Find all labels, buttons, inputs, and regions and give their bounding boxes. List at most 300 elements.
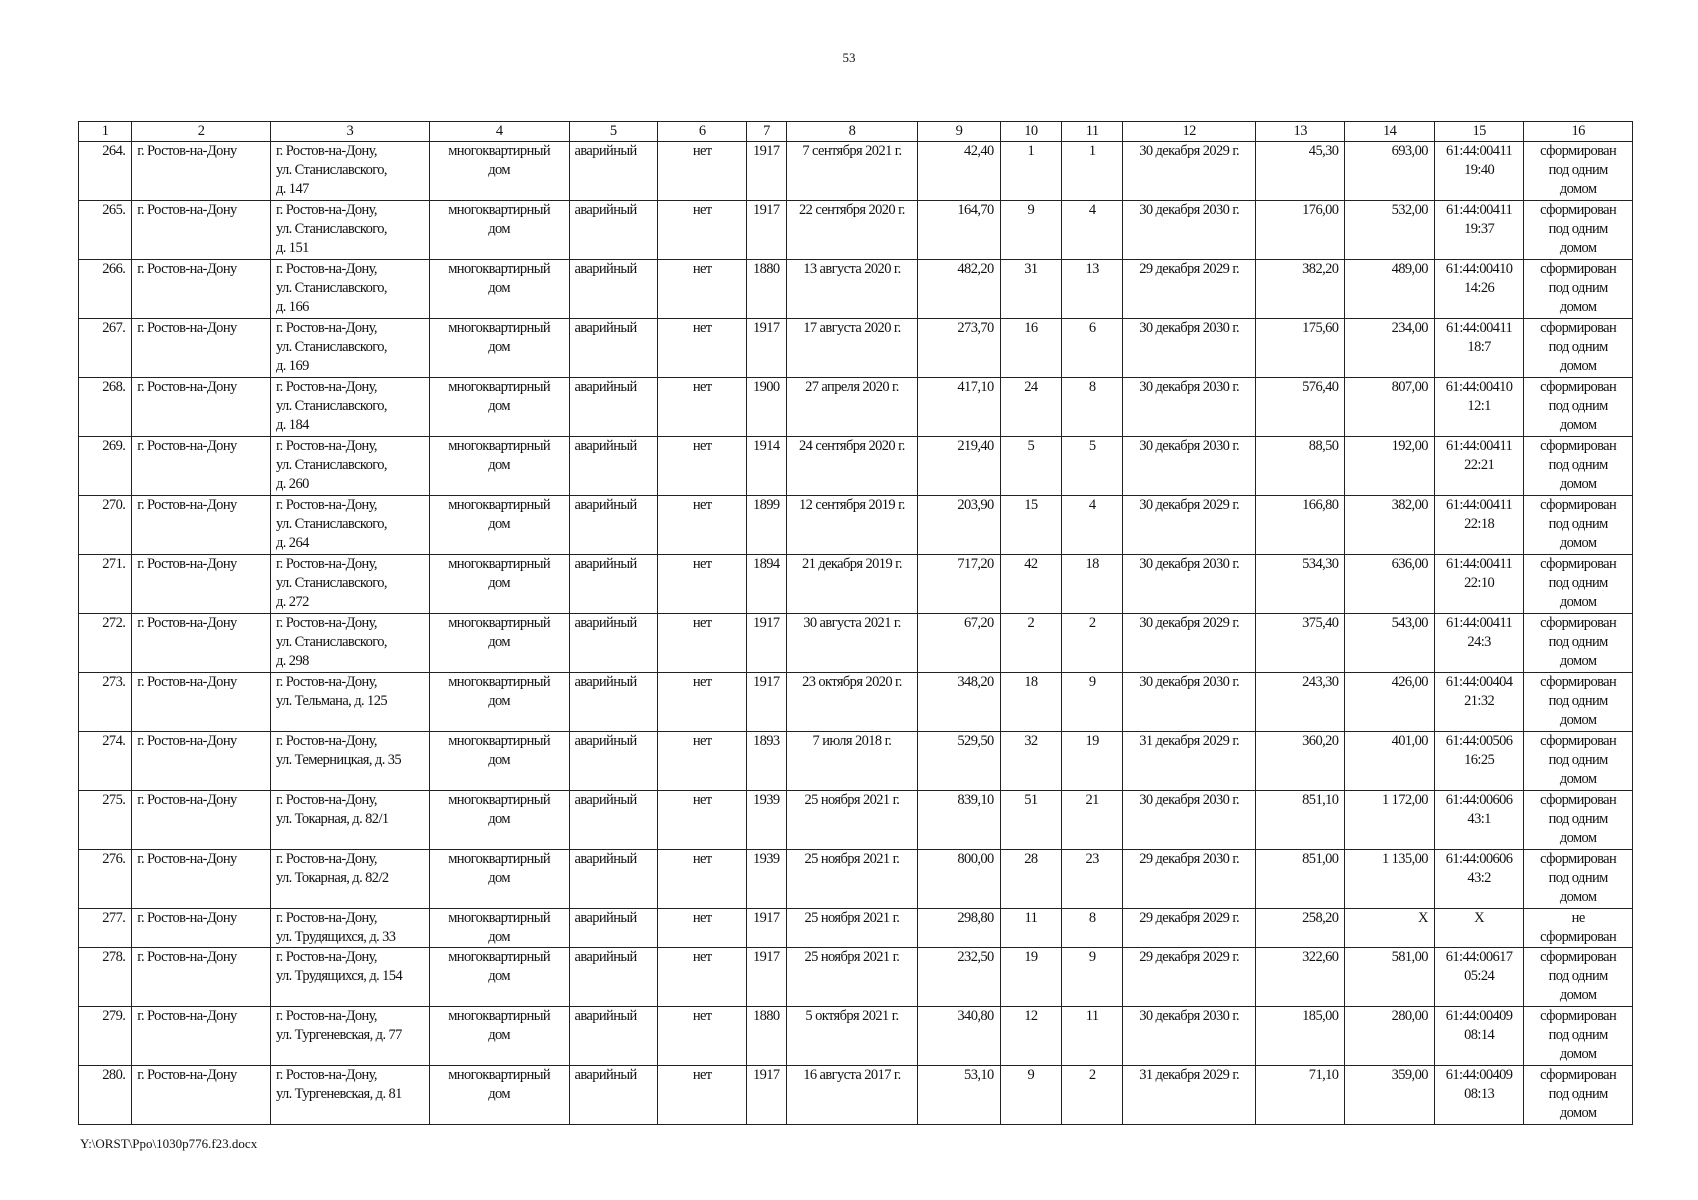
land-plot-status-cell-line: сформирован [1540,949,1617,965]
condition-cell: аварийный [569,614,657,673]
building-type-cell-line: многоквартирный [448,202,551,218]
year-built-cell: 1917 [747,201,786,260]
land-plot-status-cell-line: сформирован [1540,851,1617,867]
col14-cell: 401,00 [1345,732,1434,791]
resettlement-deadline-cell: 29 декабря 2030 г. [1123,850,1256,909]
building-type-cell-line: многоквартирный [448,851,551,867]
row-number-cell: 266. [79,260,132,319]
col14-cell: 1 135,00 [1345,850,1434,909]
land-plot-status-cell-line: домом [1559,1105,1597,1121]
cadastral-number-cell-line: Х [1474,910,1485,926]
flag-cell: нет [657,555,746,614]
building-type-cell-line: дом [488,1027,510,1043]
land-plot-status-cell [1524,1007,1633,1066]
address-cell [270,260,429,319]
building-type-cell-line: дом [488,752,510,768]
col13-cell: 382,20 [1255,260,1344,319]
building-type-cell-line: дом [488,457,510,473]
address-cell [270,319,429,378]
table-row [79,201,1633,260]
col14-cell: 581,00 [1345,948,1434,1007]
area-cell: 219,40 [918,437,1000,496]
column-number-2: 2 [132,122,271,142]
land-plot-status-cell-line: домом [1559,358,1597,374]
year-built-cell: 1939 [747,791,786,850]
recognition-date-cell: 23 октября 2020 г. [786,673,918,732]
land-plot-status-cell-line: под одним [1548,398,1608,414]
col14-cell: 359,00 [1345,1066,1434,1125]
address-cell-line: д. 272 [275,594,309,610]
table-row [79,673,1633,732]
table-row [79,437,1633,496]
flag-cell: нет [657,673,746,732]
building-type-cell-line: дом [488,634,510,650]
address-cell-line: д. 260 [275,476,309,492]
cadastral-number-cell [1434,1007,1523,1066]
row-number-cell: 276. [79,850,132,909]
cadastral-number-cell-line: 61:44:00411 [1446,202,1513,218]
area-cell: 42,40 [918,142,1000,201]
land-plot-status-cell-line: домом [1559,987,1597,1003]
condition-cell: аварийный [569,1066,657,1125]
address-cell-line: ул. Станиславского, [275,221,387,237]
col13-cell: 576,40 [1255,378,1344,437]
col11-cell: 23 [1062,850,1123,909]
resettlement-deadline-cell: 30 декабря 2030 г. [1123,437,1256,496]
resettlement-deadline-cell: 29 декабря 2029 г. [1123,260,1256,319]
footer-file-path: Y:\ORST\Ppo\1030p776.f23.docx [80,1136,258,1151]
col11-cell: 1 [1062,142,1123,201]
cadastral-number-cell-line: 21:32 [1464,693,1495,709]
address-cell [270,201,429,260]
address-cell [270,948,429,1007]
year-built-cell: 1939 [747,850,786,909]
table-row [79,260,1633,319]
address-cell [270,437,429,496]
col11-cell: 13 [1062,260,1123,319]
column-number-11: 11 [1062,122,1123,142]
column-number-14: 14 [1345,122,1434,142]
col10-cell: 9 [1000,1066,1061,1125]
city-cell: г. Ростов-на-Дону [132,850,271,909]
land-plot-status-cell-line: под одним [1548,280,1608,296]
building-type-cell [429,1007,569,1066]
land-plot-status-cell-line: под одним [1548,516,1608,532]
recognition-date-cell: 25 ноября 2021 г. [786,909,918,948]
table-row [79,319,1633,378]
building-type-cell-line: многоквартирный [448,438,551,454]
land-plot-status-cell-line: под одним [1548,870,1608,886]
land-plot-status-cell-line: домом [1559,1046,1597,1062]
city-cell: г. Ростов-на-Дону [132,1007,271,1066]
land-plot-status-cell-line: сформирован [1540,674,1617,690]
city-cell: г. Ростов-на-Дону [132,260,271,319]
address-cell-line: г. Ростов-на-Дону, [275,910,377,926]
address-cell-line: ул. Станиславского, [275,339,387,355]
col14-cell: 636,00 [1345,555,1434,614]
column-number-5: 5 [569,122,657,142]
col10-cell: 51 [1000,791,1061,850]
land-plot-status-cell-line: под одним [1548,457,1608,473]
flag-cell: нет [657,948,746,1007]
resettlement-deadline-cell: 30 декабря 2030 г. [1123,378,1256,437]
cadastral-number-cell-line: 22:21 [1464,457,1495,473]
address-cell-line: ул. Станиславского, [275,457,387,473]
col14-cell: 426,00 [1345,673,1434,732]
condition-cell: аварийный [569,850,657,909]
land-plot-status-cell-line: домом [1559,535,1597,551]
table-row [79,732,1633,791]
building-type-cell [429,614,569,673]
land-plot-status-cell [1524,614,1633,673]
resettlement-deadline-cell: 30 декабря 2029 г. [1123,142,1256,201]
city-cell: г. Ростов-на-Дону [132,437,271,496]
address-cell [270,850,429,909]
col11-cell: 4 [1062,496,1123,555]
city-cell: г. Ростов-на-Дону [132,909,271,948]
flag-cell: нет [657,732,746,791]
area-cell: 164,70 [918,201,1000,260]
cadastral-number-cell [1434,732,1523,791]
cadastral-number-cell [1434,614,1523,673]
land-plot-status-cell [1524,142,1633,201]
cadastral-number-cell-line: 61:44:00410 [1445,379,1513,395]
land-plot-status-cell-line: под одним [1548,1086,1608,1102]
col13-cell: 851,00 [1255,850,1344,909]
col11-cell: 5 [1062,437,1123,496]
area-cell: 482,20 [918,260,1000,319]
recognition-date-cell: 7 сентября 2021 г. [786,142,918,201]
recognition-date-cell: 24 сентября 2020 г. [786,437,918,496]
building-type-cell [429,673,569,732]
cadastral-number-cell-line: 61:44:00617 [1445,949,1513,965]
col10-cell: 1 [1000,142,1061,201]
area-cell: 800,00 [918,850,1000,909]
year-built-cell: 1893 [747,732,786,791]
cadastral-number-cell [1434,791,1523,850]
table-row [79,614,1633,673]
cadastral-number-cell-line: 22:10 [1464,575,1495,591]
column-number-9: 9 [918,122,1000,142]
cadastral-number-cell-line: 61:44:00411 [1446,143,1513,159]
recognition-date-cell: 17 августа 2020 г. [786,319,918,378]
cadastral-number-cell-line: 61:44:00506 [1445,733,1513,749]
recognition-date-cell: 30 августа 2021 г. [786,614,918,673]
area-cell: 298,80 [918,909,1000,948]
cadastral-number-cell-line: 61:44:00411 [1446,615,1513,631]
land-plot-status-cell-line: под одним [1548,752,1608,768]
year-built-cell: 1917 [747,948,786,1007]
city-cell: г. Ростов-на-Дону [132,142,271,201]
recognition-date-cell: 7 июля 2018 г. [786,732,918,791]
address-cell-line: ул. Станиславского, [275,162,387,178]
condition-cell: аварийный [569,791,657,850]
flag-cell: нет [657,319,746,378]
address-cell-line: г. Ростов-на-Дону, [275,615,377,631]
land-plot-status-cell-line: сформирован [1540,320,1617,336]
address-cell-line: д. 298 [275,653,309,669]
year-built-cell: 1894 [747,555,786,614]
flag-cell: нет [657,437,746,496]
address-cell-line: д. 166 [275,299,309,315]
address-cell-line: г. Ростов-на-Дону, [275,202,377,218]
land-plot-status-cell-line: домом [1559,771,1597,787]
cadastral-number-cell [1434,142,1523,201]
address-cell [270,496,429,555]
cadastral-number-cell [1434,319,1523,378]
land-plot-status-cell-line: под одним [1548,575,1608,591]
land-plot-status-cell-line: домом [1559,830,1597,846]
row-number-cell: 269. [79,437,132,496]
resettlement-deadline-cell: 31 декабря 2029 г. [1123,732,1256,791]
city-cell: г. Ростов-на-Дону [132,496,271,555]
land-plot-status-cell [1524,201,1633,260]
city-cell: г. Ростов-на-Дону [132,1066,271,1125]
col13-cell: 534,30 [1255,555,1344,614]
condition-cell: аварийный [569,909,657,948]
area-cell: 417,10 [918,378,1000,437]
land-plot-status-cell [1524,850,1633,909]
recognition-date-cell: 16 августа 2017 г. [786,1066,918,1125]
building-type-cell [429,319,569,378]
condition-cell: аварийный [569,948,657,1007]
address-cell-line: г. Ростов-на-Дону, [275,143,377,159]
building-type-cell [429,496,569,555]
table-row [79,850,1633,909]
col10-cell: 16 [1000,319,1061,378]
city-cell: г. Ростов-на-Дону [132,555,271,614]
area-cell: 232,50 [918,948,1000,1007]
resettlement-deadline-cell: 30 декабря 2030 г. [1123,791,1256,850]
condition-cell: аварийный [569,555,657,614]
land-plot-status-cell-line: домом [1559,299,1597,315]
cadastral-number-cell-line: 61:44:00409 [1445,1067,1513,1083]
building-type-cell-line: дом [488,221,510,237]
col11-cell: 2 [1062,1066,1123,1125]
condition-cell: аварийный [569,319,657,378]
cadastral-number-cell [1434,673,1523,732]
flag-cell: нет [657,260,746,319]
address-cell-line: ул. Станиславского, [275,516,387,532]
cadastral-number-cell [1434,437,1523,496]
resettlement-deadline-cell: 30 декабря 2030 г. [1123,673,1256,732]
year-built-cell: 1917 [747,673,786,732]
column-number-12: 12 [1123,122,1256,142]
col14-cell: 807,00 [1345,378,1434,437]
flag-cell: нет [657,614,746,673]
year-built-cell: 1917 [747,614,786,673]
building-type-cell [429,260,569,319]
land-plot-status-cell [1524,496,1633,555]
condition-cell: аварийный [569,142,657,201]
land-plot-status-cell-line: сформирован [1540,261,1617,277]
flag-cell: нет [657,142,746,201]
condition-cell: аварийный [569,496,657,555]
address-cell-line: д. 169 [275,358,309,374]
col13-cell: 360,20 [1255,732,1344,791]
condition-cell: аварийный [569,1007,657,1066]
cadastral-number-cell [1434,496,1523,555]
land-plot-status-cell [1524,909,1633,948]
area-cell: 273,70 [918,319,1000,378]
col10-cell: 5 [1000,437,1061,496]
area-cell: 340,80 [918,1007,1000,1066]
cadastral-number-cell-line: 61:44:00404 [1445,674,1513,690]
building-type-cell [429,437,569,496]
building-type-cell [429,948,569,1007]
table-row [79,1007,1633,1066]
resettlement-deadline-cell: 30 декабря 2030 г. [1123,201,1256,260]
cadastral-number-cell-line: 22:18 [1464,516,1495,532]
city-cell: г. Ростов-на-Дону [132,319,271,378]
building-type-cell-line: дом [488,870,510,886]
table-row [79,791,1633,850]
address-cell-line: г. Ростов-на-Дону, [275,792,377,808]
row-number-cell: 265. [79,201,132,260]
column-number-7: 7 [747,122,786,142]
row-number-cell: 275. [79,791,132,850]
building-type-cell-line: многоквартирный [448,615,551,631]
flag-cell: нет [657,1066,746,1125]
condition-cell: аварийный [569,201,657,260]
recognition-date-cell: 25 ноября 2021 г. [786,791,918,850]
building-type-cell-line: дом [488,398,510,414]
table-row [79,948,1633,1007]
land-plot-status-cell [1524,260,1633,319]
area-cell: 53,10 [918,1066,1000,1125]
building-type-cell-line: дом [488,575,510,591]
year-built-cell: 1899 [747,496,786,555]
year-built-cell: 1900 [747,378,786,437]
land-plot-status-cell [1524,673,1633,732]
cadastral-number-cell [1434,201,1523,260]
row-number-cell: 277. [79,909,132,948]
recognition-date-cell: 5 октября 2021 г. [786,1007,918,1066]
column-number-10: 10 [1000,122,1061,142]
col13-cell: 375,40 [1255,614,1344,673]
col10-cell: 15 [1000,496,1061,555]
col11-cell: 8 [1062,378,1123,437]
recognition-date-cell: 25 ноября 2021 г. [786,850,918,909]
cadastral-number-cell-line: 61:44:00410 [1445,261,1513,277]
address-cell [270,791,429,850]
col13-cell: 166,80 [1255,496,1344,555]
row-number-cell: 279. [79,1007,132,1066]
col10-cell: 28 [1000,850,1061,909]
table-row [79,555,1633,614]
address-cell [270,673,429,732]
cadastral-number-cell-line: 61:44:00606 [1445,851,1513,867]
col13-cell: 45,30 [1255,142,1344,201]
building-type-cell [429,850,569,909]
cadastral-number-cell-line: 61:44:00411 [1446,320,1513,336]
col11-cell: 19 [1062,732,1123,791]
land-plot-status-cell-line: под одним [1548,634,1608,650]
col11-cell: 8 [1062,909,1123,948]
row-number-cell: 274. [79,732,132,791]
flag-cell: нет [657,496,746,555]
city-cell: г. Ростов-на-Дону [132,791,271,850]
cadastral-number-cell-line: 19:40 [1464,162,1495,178]
address-cell [270,614,429,673]
flag-cell: нет [657,850,746,909]
address-cell-line: г. Ростов-на-Дону, [275,261,377,277]
col14-cell: 532,00 [1345,201,1434,260]
col10-cell: 19 [1000,948,1061,1007]
area-cell: 529,50 [918,732,1000,791]
row-number-cell: 264. [79,142,132,201]
row-number-cell: 278. [79,948,132,1007]
col13-cell: 175,60 [1255,319,1344,378]
address-cell-line: г. Ростов-на-Дону, [275,1008,377,1024]
address-cell [270,1066,429,1125]
area-cell: 203,90 [918,496,1000,555]
address-cell [270,1007,429,1066]
cadastral-number-cell [1434,260,1523,319]
cadastral-number-cell [1434,1066,1523,1125]
building-type-cell-line: дом [488,280,510,296]
address-cell-line: г. Ростов-на-Дону, [275,320,377,336]
land-plot-status-cell-line: сформирован [1540,615,1617,631]
address-cell-line: ул. Трудящихся, д. 154 [275,968,403,984]
building-type-cell-line: дом [488,162,510,178]
land-plot-status-cell [1524,732,1633,791]
address-cell-line: ул. Станиславского, [275,634,387,650]
land-plot-status-cell [1524,1066,1633,1125]
recognition-date-cell: 27 апреля 2020 г. [786,378,918,437]
address-cell-line: ул. Станиславского, [275,398,387,414]
address-cell-line: ул. Токарная, д. 82/2 [275,870,389,886]
land-plot-status-cell-line: домом [1559,476,1597,492]
column-number-6: 6 [657,122,746,142]
land-plot-status-cell-line: сформирован [1540,792,1617,808]
city-cell: г. Ростов-на-Дону [132,614,271,673]
cadastral-number-cell [1434,555,1523,614]
cadastral-number-cell-line: 12:1 [1467,398,1491,414]
recognition-date-cell: 13 августа 2020 г. [786,260,918,319]
recognition-date-cell: 21 декабря 2019 г. [786,555,918,614]
building-type-cell-line: многоквартирный [448,1067,551,1083]
building-type-cell-line: многоквартирный [448,910,551,926]
row-number-cell: 270. [79,496,132,555]
col10-cell: 2 [1000,614,1061,673]
land-plot-status-cell-line: сформирован [1540,1067,1617,1083]
city-cell: г. Ростов-на-Дону [132,948,271,1007]
building-type-cell [429,1066,569,1125]
col14-cell: 382,00 [1345,496,1434,555]
col11-cell: 2 [1062,614,1123,673]
column-number-3: 3 [270,122,429,142]
building-type-cell-line: многоквартирный [448,261,551,277]
building-type-cell-line: дом [488,811,510,827]
address-cell-line: г. Ростов-на-Дону, [275,733,377,749]
resettlement-deadline-cell: 30 декабря 2030 г. [1123,555,1256,614]
building-type-cell-line: многоквартирный [448,497,551,513]
land-plot-status-cell-line: сформирован [1540,497,1617,513]
land-plot-status-cell-line: под одним [1548,811,1608,827]
building-type-cell [429,201,569,260]
address-cell-line: д. 147 [275,181,309,197]
col14-cell: 234,00 [1345,319,1434,378]
cadastral-number-cell-line: 19:37 [1464,221,1495,237]
column-number-13: 13 [1255,122,1344,142]
cadastral-number-cell-line: 43:1 [1467,811,1491,827]
land-plot-status-cell-line: под одним [1548,1027,1608,1043]
land-plot-status-cell-line: домом [1559,417,1597,433]
year-built-cell: 1880 [747,1007,786,1066]
address-cell-line: ул. Тельмана, д. 125 [275,693,387,709]
land-plot-status-cell-line: домом [1559,240,1597,256]
